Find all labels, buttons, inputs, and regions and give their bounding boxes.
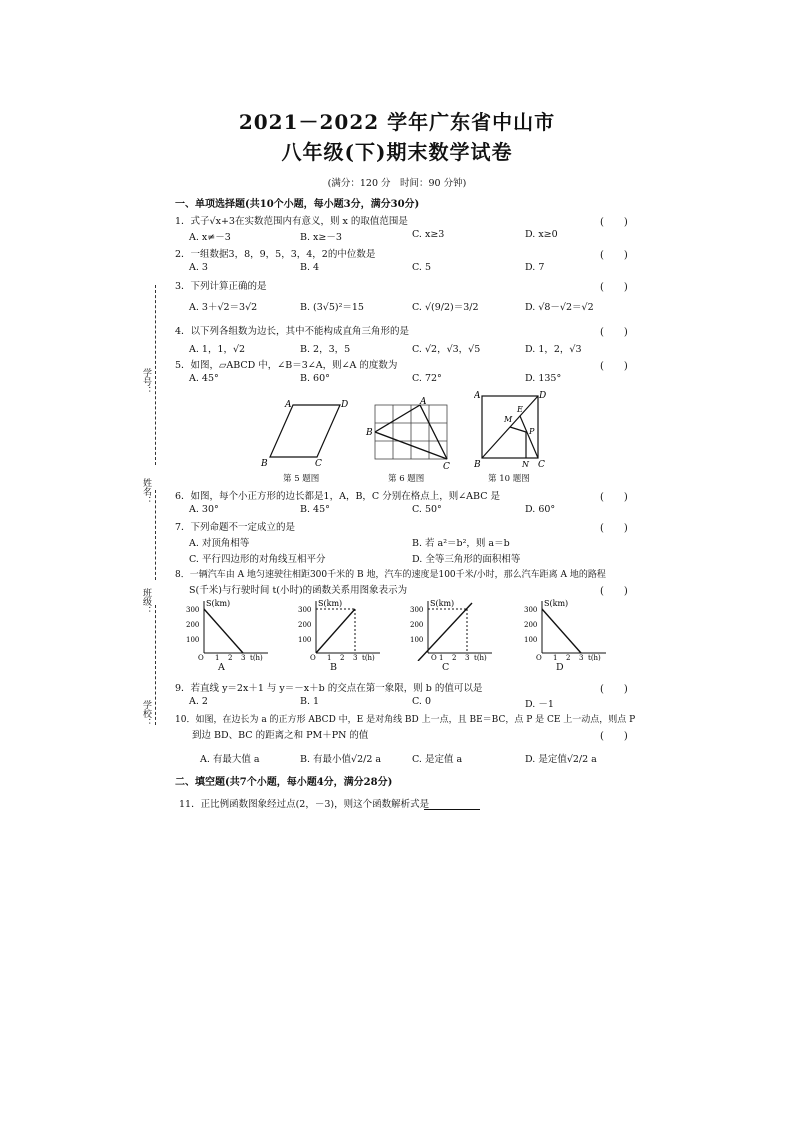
option-c: C. 0 <box>412 696 432 707</box>
question-stem: 1．式子√x+3在实数范围内有意义，则 x 的取值范围是 <box>175 216 408 227</box>
option-c: C. 5 <box>412 262 432 273</box>
question-stem: 10．如图，在边长为 a 的正方形 ABCD 中，E 是对角线 BD 上一点，且 BE＝BC，点 P 是 CE 上一动点，则点 P <box>175 715 636 725</box>
graph-option-a <box>182 597 272 661</box>
label-c: C <box>538 460 545 470</box>
option-a: A. 45° <box>189 373 219 384</box>
option-d: D. √8－√2＝√2 <box>525 302 594 313</box>
axis-label-s: S(km) <box>318 599 343 608</box>
tick-3: 3 <box>353 654 358 661</box>
tick-300: 300 <box>298 606 312 614</box>
tick-100: 100 <box>186 636 200 644</box>
option-d: D. 135° <box>525 373 562 384</box>
answer-paren: ( ) <box>600 586 628 597</box>
label-d: D <box>539 391 547 401</box>
figure-5-parallelogram <box>255 395 355 470</box>
tick-200: 200 <box>186 621 200 629</box>
tick-300: 300 <box>186 606 200 614</box>
tick-100: 100 <box>298 636 312 644</box>
answer-paren: ( ) <box>600 731 628 742</box>
option-a: A. 有最大值 a <box>200 754 260 765</box>
figure-5-caption: 第 5 题图 <box>283 474 320 484</box>
tick-200: 200 <box>410 621 424 629</box>
label-a: A <box>285 400 292 410</box>
tick-200: 200 <box>298 621 312 629</box>
label-p: P <box>529 427 535 436</box>
tick-100: 100 <box>524 636 538 644</box>
option-c: C. 50° <box>412 504 442 515</box>
binding-line <box>155 285 156 465</box>
tick-1: 1 <box>327 654 332 661</box>
figure-6-caption: 第 6 题图 <box>388 474 425 484</box>
answer-paren: ( ) <box>600 250 628 261</box>
tick-2: 2 <box>566 654 571 661</box>
answer-blank <box>424 809 480 810</box>
option-d: D. 全等三角形的面积相等 <box>412 554 521 565</box>
section2-heading: 二、填空题(共7个小题，每小题4分，满分28分) <box>175 777 393 788</box>
option-b: B. 有最小值√2/2 a <box>300 754 382 765</box>
label-c: C <box>443 462 450 472</box>
option-b: B. 45° <box>300 504 330 515</box>
axis-label-t: t(h) <box>250 654 263 661</box>
tick-3: 3 <box>465 654 470 661</box>
option-c: C. 72° <box>412 373 442 384</box>
label-a: A <box>420 397 427 407</box>
axis-label-s: S(km) <box>206 599 231 608</box>
question-stem: 8．一辆汽车由 A 地匀速驶往相距300千米的 B 地，汽车的速度是100千米/小时，那么汽车距离 A 地的路程 <box>175 570 606 580</box>
graph-d-label: D <box>556 662 564 673</box>
option-d: D. 60° <box>525 504 556 515</box>
answer-paren: ( ) <box>600 523 628 534</box>
tick-1: 1 <box>215 654 220 661</box>
axis-label-t: t(h) <box>362 654 375 661</box>
option-b: B. 若 a²＝b²，则 a＝b <box>412 538 510 549</box>
label-a: A <box>474 391 481 401</box>
label-m: M <box>504 415 513 424</box>
label-e: E <box>517 405 523 414</box>
option-b: B. 1 <box>300 696 320 707</box>
question-stem: 2．一组数据3，8，9，5，3，4，2的中位数是 <box>175 249 376 260</box>
answer-paren: ( ) <box>600 282 628 293</box>
option-a: A. 3 <box>189 262 208 273</box>
tick-3: 3 <box>579 654 584 661</box>
option-d: D. 1，2，√3 <box>525 344 582 355</box>
option-a: A. 2 <box>189 696 208 707</box>
graph-option-c <box>406 597 496 661</box>
option-a: A. x≠－3 <box>189 232 231 243</box>
origin-label: O <box>310 654 316 661</box>
label-b: B <box>366 428 373 438</box>
question-stem: 6．如图，每个小正方形的边长都是1，A，B，C 分别在格点上，则∠ABC 是 <box>175 491 500 502</box>
tick-3: 3 <box>241 654 246 661</box>
graph-c-label: C <box>442 662 450 673</box>
option-b: B. 2，3，5 <box>300 344 351 355</box>
axis-label-t: t(h) <box>474 654 487 661</box>
option-d: D. 是定值√2/2 a <box>525 754 597 765</box>
label-d: D <box>341 400 349 410</box>
exam-title-line1: 2021－2022 学年广东省中山市 <box>238 110 556 134</box>
origin-label: O <box>431 654 437 661</box>
exam-subtitle: (满分：120 分 时间：90 分钟) <box>327 178 467 189</box>
option-a: A. 3＋√2＝3√2 <box>189 302 258 313</box>
tick-2: 2 <box>340 654 345 661</box>
option-c: C. √(9/2)＝3/2 <box>412 302 479 313</box>
tick-2: 2 <box>452 654 457 661</box>
option-a: A. 对顶角相等 <box>189 538 250 549</box>
option-c: C. 是定值 a <box>412 754 463 765</box>
answer-paren: ( ) <box>600 361 628 372</box>
label-b: B <box>474 460 481 470</box>
school-label: 学校： <box>141 700 151 727</box>
graph-b-label: B <box>330 662 337 673</box>
tick-200: 200 <box>524 621 538 629</box>
tick-300: 300 <box>410 606 424 614</box>
label-b: B <box>261 459 268 469</box>
graph-option-b <box>294 597 384 661</box>
question-stem: 5．如图，▱ABCD 中，∠B＝3∠A，则∠A 的度数为 <box>175 360 398 371</box>
question-stem: 7．下列命题不一定成立的是 <box>175 522 296 533</box>
tick-1: 1 <box>439 654 444 661</box>
tick-100: 100 <box>410 636 424 644</box>
option-c: C. 平行四边形的对角线互相平分 <box>189 554 326 565</box>
question-stem: 11．正比例函数图象经过点(2，－3)，则这个函数解析式是 <box>179 799 430 810</box>
binding-line <box>155 605 156 725</box>
answer-paren: ( ) <box>600 492 628 503</box>
answer-paren: ( ) <box>600 684 628 695</box>
axis-label-t: t(h) <box>588 654 601 661</box>
option-d: D. －1 <box>525 699 554 710</box>
option-a: A. 1，1，√2 <box>189 344 246 355</box>
label-n: N <box>522 460 529 469</box>
name-label: 姓名： <box>141 478 151 505</box>
option-b: B. 4 <box>300 262 320 273</box>
tick-300: 300 <box>524 606 538 614</box>
question-stem: 4．以下列各组数为边长，其中不能构成直角三角形的是 <box>175 326 410 337</box>
class-label: 班级： <box>141 588 151 615</box>
question-stem-line2: S(千米)与行驶时间 t(小时)的函数关系用图象表示为 <box>189 585 408 596</box>
answer-paren: ( ) <box>600 327 628 338</box>
figure-6-grid-triangle <box>365 397 460 472</box>
question-stem-line2: 到边 BD、BC 的距离之和 PM＋PN 的值 <box>192 730 369 741</box>
figure-10-square <box>474 388 549 473</box>
question-stem: 3．下列计算正确的是 <box>175 281 267 292</box>
figure-10-caption: 第 10 题图 <box>488 474 530 484</box>
option-a: A. 30° <box>189 504 219 515</box>
tick-2: 2 <box>228 654 233 661</box>
graph-option-d <box>520 597 610 661</box>
option-b: B. x≥－3 <box>300 232 342 243</box>
graph-a-label: A <box>218 662 225 673</box>
origin-label: O <box>198 654 204 661</box>
origin-label: O <box>536 654 542 661</box>
option-b: B. (3√5)²＝15 <box>300 302 364 313</box>
tick-1: 1 <box>553 654 558 661</box>
option-d: D. 7 <box>525 262 545 273</box>
binding-line <box>155 490 156 580</box>
label-c: C <box>315 459 322 469</box>
exam-title-line2: 八年级(下)期末数学试卷 <box>281 140 513 164</box>
option-d: D. x≥0 <box>525 229 558 240</box>
answer-paren: ( ) <box>600 217 628 228</box>
option-b: B. 60° <box>300 373 330 384</box>
option-c: C. √2，√3，√5 <box>412 344 481 355</box>
question-stem: 9．若直线 y＝2x＋1 与 y＝－x＋b 的交点在第一象限，则 b 的值可以是 <box>175 683 483 694</box>
section1-heading: 一、单项选择题(共10个小题，每小题3分，满分30分) <box>175 199 420 210</box>
option-c: C. x≥3 <box>412 229 445 240</box>
student-id-label: 学号： <box>141 368 151 395</box>
axis-label-s: S(km) <box>430 599 455 608</box>
axis-label-s: S(km) <box>544 599 569 608</box>
